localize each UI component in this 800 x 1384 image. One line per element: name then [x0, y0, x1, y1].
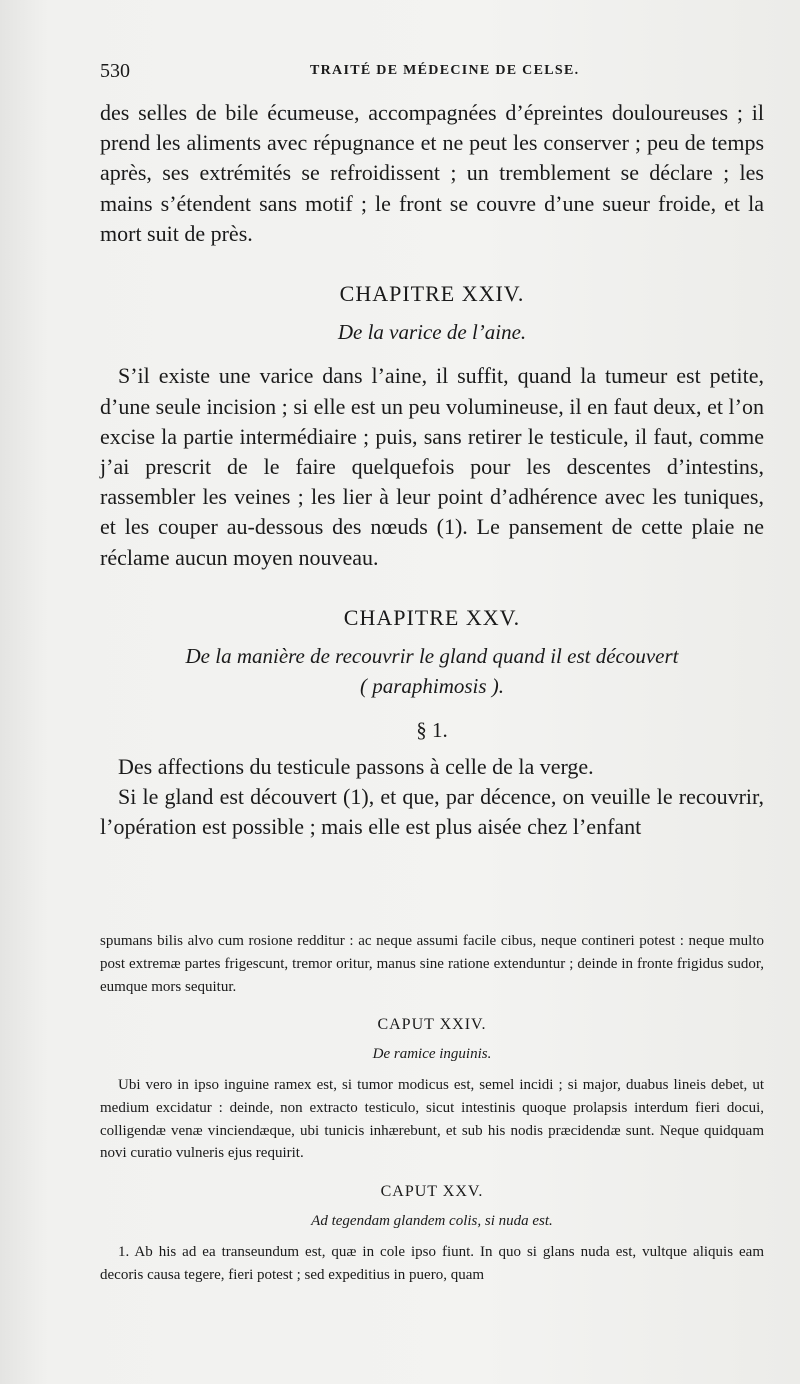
section-1-paragraph-2: Si le gland est découvert (1), et que, par décence, on veuille le recouvrir, l’opération est possible ; mais elle est plus aisée chez l’enfant: [100, 783, 764, 840]
caput-25-subtitle: Ad tegendam glandem colis, si nuda est.: [311, 1212, 553, 1229]
french-intro-paragraph: des selles de bile écumeuse, accompagnées d’épreintes douloureuses ; il prend les aliments avec répugnance et ne peut les conserver ; peu de temps après, ses extrémités se refroidissent ; un tremblement se déclare ; les mains s’étendent sans motif ; le front se couvre d’une sueur froide, et la mort suit de près.: [100, 100, 764, 246]
caput-24-paragraph: Ubi vero in ipso inguine ramex est, si tumor modicus est, semel incidi ; si major, duabus lineis debet, ut medium excidatur : deinde, non extracto testiculo, sicut intestinis quoque prolapsis interdum fieri docui, colligendæ venæ vinciendæque, ubi tunicis inhærebunt, et sub his nodis præcidendæ sunt. Neque quidquam novi curatio vulneris ejus requirit.: [100, 1076, 764, 1162]
section-1-heading: § 1.: [416, 718, 448, 743]
page-header: [100, 60, 764, 86]
chapter-24-subtitle: De la varice de l’aine.: [337, 320, 527, 345]
chapter-24-paragraph: S’il existe une varice dans l’aine, il suffit, quand la tumeur est petite, d’une seule incision ; si elle est un peu volumineuse, il en faut deux, et l’on excise la partie intermédiaire ; puis, sans retirer le testicule, il faut, comme j’ai prescrit de le faire quelquefois pour les descentes d’intestins, rassembler les veines ; les lier à leur point d’adhérence avec les tuniques, et les couper au-dessous des nœuds (1). Le pansement de cette plaie ne réclame aucun moyen nouveau.: [100, 363, 764, 570]
caput-24-title: CAPUT XXIV.: [377, 1016, 487, 1034]
caput-24-subtitle: De ramice inguinis.: [372, 1046, 492, 1063]
chapter-25-title: CHAPITRE XXV.: [343, 604, 521, 630]
chapter-25-subtitle-line-2: ( paraphimosis ).: [359, 674, 505, 699]
latin-intro-paragraph: spumans bilis alvo cum rosione redditur : ac neque assumi facile cibus, neque contineri potest : neque multo post extremæ partes frigescunt, tremor oritur, manus sine ratione extenduntur ; deinde in fronte frigidus sudor, eumque mors sequitur.: [100, 933, 764, 995]
chapter-24-title: CHAPITRE XXIV.: [339, 281, 525, 307]
section-1-paragraph-1: Des affections du testicule passons à celle de la verge.: [118, 753, 594, 779]
running-title: TRAITÉ DE MÉDECINE DE CELSE.: [310, 63, 580, 78]
caput-25-paragraph: 1. Ab his ad ea transeundum est, quæ in cole ipso fiunt. In quo si glans nuda est, vultque aliquis eam decoris causa tegere, fieri potest ; sed expeditius in puero, quam: [100, 1243, 764, 1283]
french-translation: [100, 98, 764, 842]
page-number: 530: [100, 60, 130, 82]
caput-25-title: CAPUT XXV.: [380, 1183, 484, 1201]
chapter-25-subtitle-line-1: De la manière de recouvrir le gland quand il est découvert: [185, 644, 679, 669]
latin-original: [100, 930, 764, 1286]
